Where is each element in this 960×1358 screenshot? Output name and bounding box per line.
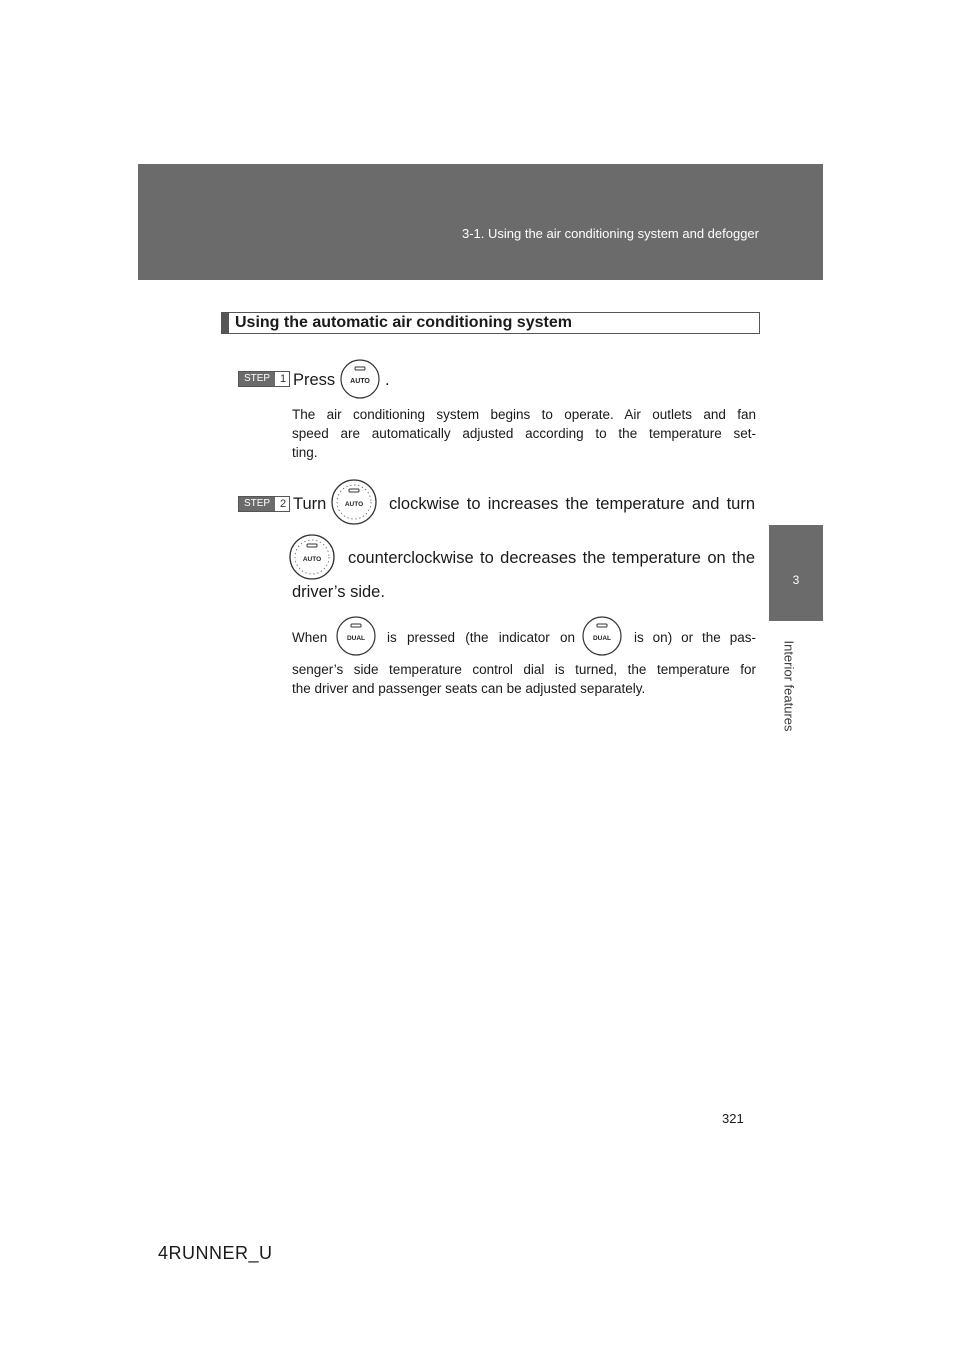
step-1-period: . [385,371,390,389]
dial-label: AUTO [344,501,364,508]
dual-note-when: When [292,630,328,645]
step-1-note-line-3: ting. [292,445,318,460]
section-header [221,312,760,334]
auto-temperature-dial-icon [288,533,336,581]
chapter-label-text: Interior features [781,640,797,732]
auto-button-icon [339,357,381,401]
chapter-section-title: 3-1. Using the air conditioning system and defogger [461,226,759,241]
step-2-turn-text: Turn [293,495,327,513]
dual-button-icon [581,614,623,658]
header-band [138,164,823,280]
dual-button-label: DUAL [592,635,612,642]
step-1-badge [238,371,290,387]
step-number: 1 [279,373,287,385]
step-word: STEP [239,497,275,511]
step-1-note-line-1: The air conditioning system begins to operate. Air outlets and fan [292,407,756,422]
step-2-driver-side-text: driver’s side. [292,583,385,601]
auto-temperature-dial-icon [330,478,378,526]
dual-button-label: DUAL [346,635,366,642]
dual-note-line-3: the driver and passenger seats can be adjusted separately. [292,681,646,696]
auto-button-label: AUTO [350,378,370,385]
chapter-number: 3 [792,573,800,587]
dual-note-pressed: is pressed (the indicator on [387,630,575,645]
section-header-bar [222,313,229,333]
chapter-tab [769,525,823,621]
step-number: 2 [279,498,287,510]
chapter-label [782,640,796,732]
footer-model-code: 4RUNNER_U [158,1243,273,1263]
dual-note-line-2: senger’s side temperature control dial is turned, the temperature for [292,662,756,677]
step-1-note-line-2: speed are automatically adjusted according to the temperature set- [292,426,756,441]
step-2-badge [238,496,290,512]
step-1-press-text: Press [293,371,336,389]
dual-note-is-on: is on) or the pas- [634,630,756,645]
dial-label: AUTO [302,556,322,563]
step-2-counterclockwise-text: counterclockwise to decreases the temperature on the [348,549,755,567]
dual-button-icon [335,614,377,658]
page-number: 321 [722,1111,744,1126]
step-2-clockwise-text: clockwise to increases the temperature and turn [389,495,755,513]
step-word: STEP [239,372,275,386]
section-title: Using the automatic air conditioning system [235,314,572,331]
